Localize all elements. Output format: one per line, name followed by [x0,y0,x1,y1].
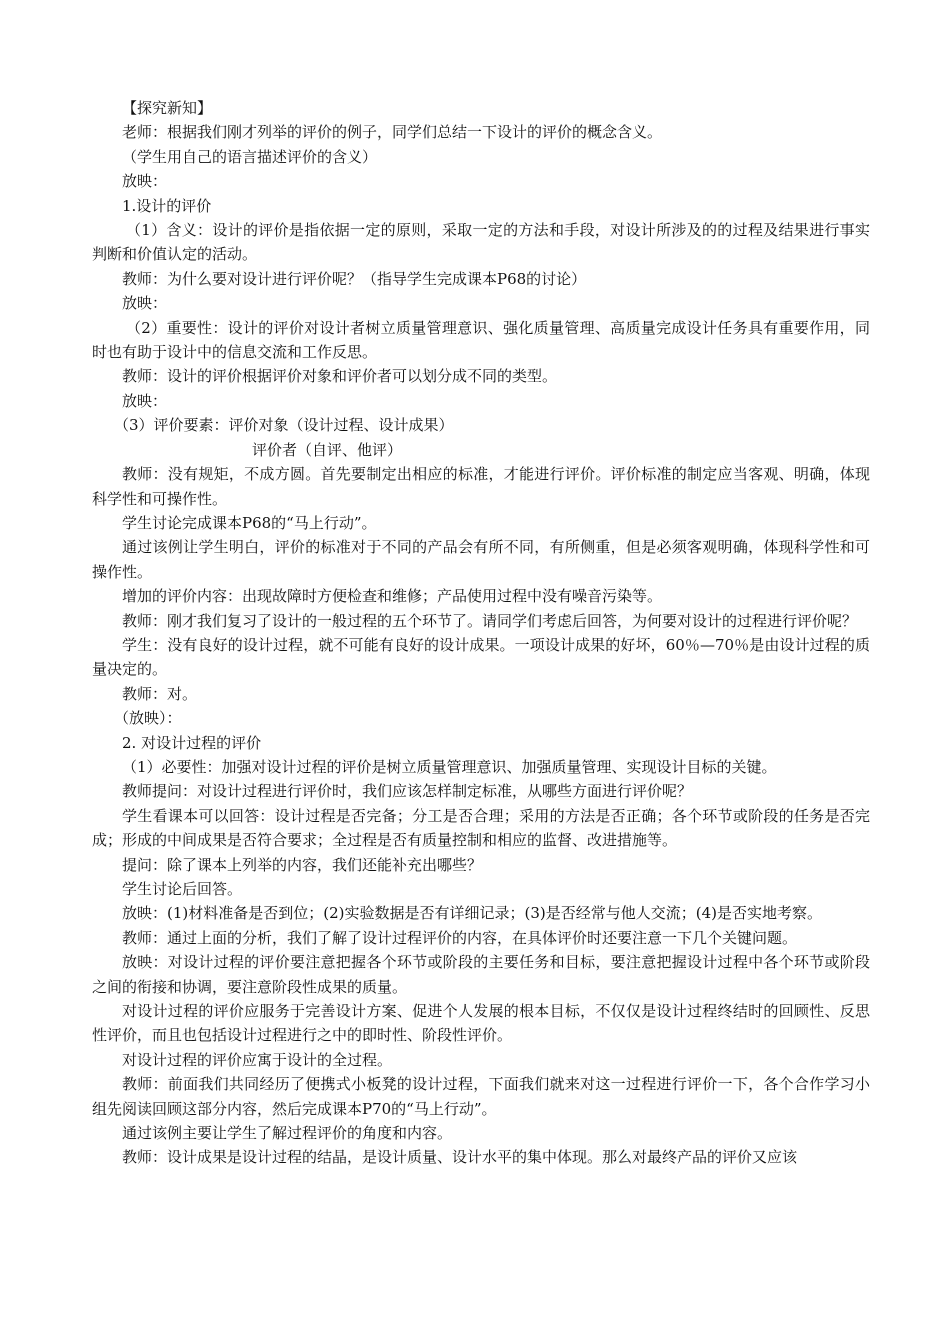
paragraph: （1）必要性：加强对设计过程的评价是树立质量管理意识、加强质量管理、实现设计目标的关键。 [122,757,777,776]
paragraph: 学生讨论后回答。 [122,880,243,898]
paragraph: （1）含义：设计的评价是指依据一定的原则，采取一定的方法和手段，对设计所涉及的的过程及结果进行事实判断和价值认定的活动。 [92,221,870,264]
subheading: 2. 对设计过程的评价 [122,733,262,752]
paragraph: 教师提问：对设计过程进行评价时，我们应该怎样制定标准，从哪些方面进行评价呢？ [122,782,693,801]
paragraph: 放映：(1)材料准备是否到位；(2)实验数据是否有详细记录；(3)是否经常与他人交流；(4)是否实地考察。 [122,904,822,923]
paragraph: 放映： [122,172,168,191]
paragraph: （2）重要性：设计的评价对设计者树立质量管理意识、强化质量管理、高质量完成设计任务具有重要作用，同时也有助于设计中的信息交流和工作反思。 [92,318,870,362]
paragraph: 教师：对。 [122,684,198,703]
paragraph: 教师：设计成果是设计过程的结晶，是设计质量、设计水平的集中体现。那么对最终产品的评价又应该 [122,1148,798,1167]
section-heading: 【探究新知】 [122,99,213,117]
document-page [92,96,870,1170]
paragraph: 学生讨论完成课本P68的“马上行动”。 [122,513,377,532]
paragraph: 对设计过程的评价应服务于完善设计方案、促进个人发展的根本目标，不仅仅是设计过程终结时的回顾性、反思性评价，而且也包括设计过程进行之中的即时性、阶段性评价。 [92,1002,870,1045]
paragraph: 通过该例让学生明白，评价的标准对于不同的产品会有所不同，有所侧重，但是必须客观明确，体现科学性和可操作性。 [92,538,870,581]
paragraph: 放映： [122,294,168,313]
paragraph: 教师：通过上面的分析，我们了解了设计过程评价的内容，在具体评价时还要注意一下几个关键问题。 [122,928,798,947]
paragraph: 学生：没有良好的设计过程，就不可能有良好的设计成果。一项设计成果的好坏，60％—70％是由设计过程的质量决定的。 [92,635,870,679]
paragraph: 提问：除了课本上列举的内容，我们还能补充出哪些？ [122,855,483,874]
paragraph: 老师：根据我们刚才列举的评价的例子，同学们总结一下设计的评价的概念含义。 [122,123,663,142]
paragraph: 教师：刚才我们复习了设计的一般过程的五个环节了。请同学们考虑后回答，为何要对设计的过程进行评价呢？ [122,611,858,630]
paragraph: 放映：对设计过程的评价要注意把握各个环节或阶段的主要任务和目标，要注意把握设计过程中各个环节或阶段之间的衔接和协调，要注意阶段性成果的质量。 [92,953,870,996]
paragraph: 增加的评价内容：出现故障时方便检查和维修；产品使用过程中没有噪音污染等。 [122,587,663,606]
subheading: 1.设计的评价 [122,196,212,215]
paragraph: 教师：为什么要对设计进行评价呢？（指导学生完成课本P68的讨论） [122,269,587,288]
paragraph: 对设计过程的评价应寓于设计的全过程。 [122,1050,393,1069]
paragraph: 通过该例主要让学生了解过程评价的角度和内容。 [122,1124,453,1143]
paragraph: （3）评价要素：评价对象（设计过程、设计成果） [114,416,454,435]
paragraph: （放映）： [114,709,182,728]
paragraph: 评价者（自评、他评） [252,440,403,459]
paragraph: 教师：前面我们共同经历了便携式小板凳的设计过程，下面我们就来对这一过程进行评价一下，各个合作学习小组先阅读回顾这部分内容，然后完成课本P70的“马上行动”。 [92,1075,870,1118]
paragraph: 教师：没有规矩，不成方圆。首先要制定出相应的标准，才能进行评价。评价标准的制定应当客观、明确，体现科学性和可操作性。 [92,465,870,508]
paragraph: 放映： [122,391,168,410]
paragraph: （学生用自己的语言描述评价的含义） [122,147,378,166]
paragraph: 学生看课本可以回答：设计过程是否完备；分工是否合理；采用的方法是否正确；各个环节或阶段的任务是否完成；形成的中间成果是否符合要求；全过程是否有质量控制和相应的监督、改进措施等。 [92,806,870,850]
paragraph: 教师：设计的评价根据评价对象和评价者可以划分成不同的类型。 [122,367,558,386]
